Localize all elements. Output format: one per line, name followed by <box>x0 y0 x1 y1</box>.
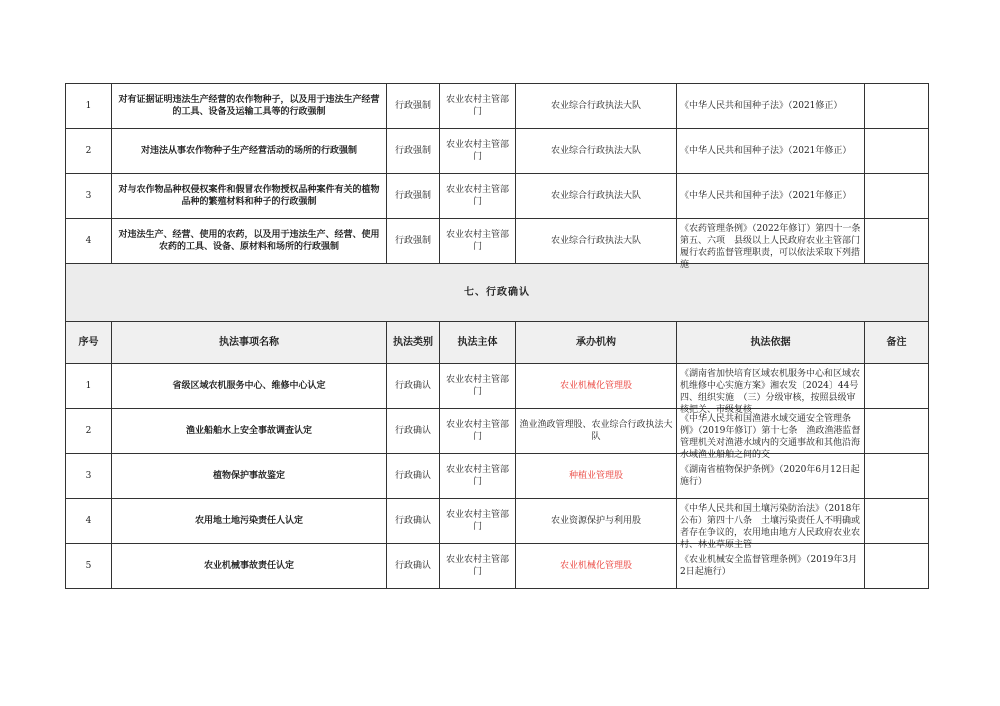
section-header <box>66 264 929 364</box>
enforcement-type: 行政强制 <box>387 219 440 264</box>
remark <box>865 84 929 129</box>
legal-basis-text: 《农药管理条例》（2022年修订）第四十一条第五、六项 县级以上人民政府农业主管部门履行农药监督管理职责，可以依法采取下列措施 <box>680 223 861 270</box>
handling-org: 农业资源保护与利用股 <box>516 499 677 544</box>
item-name: 农业机械事故责任认定 <box>112 544 387 589</box>
item-name: 农用地土地污染责任人认定 <box>112 499 387 544</box>
remark <box>865 219 929 264</box>
legal-basis-text: 《湖南省加快培育区域农机服务中心和区域农机维修中心实施方案》湘农发〔2024〕44号 四、组织实施 （三）分级审核，按照县级审核把关、市级复核 <box>680 368 868 415</box>
handling-org: 农业综合行政执法大队 <box>516 84 677 129</box>
handling-org: 农业综合行政执法大队 <box>516 219 677 264</box>
header-type: 执法类别 <box>387 322 440 364</box>
legal-basis-text: 《中华人民共和国种子法》（2021修正） <box>680 101 843 111</box>
handling-org: 农业机械化管理股 <box>516 544 677 589</box>
item-name: 渔业船舶水上安全事故调查认定 <box>112 409 387 454</box>
remark <box>865 364 929 409</box>
legal-basis <box>677 499 865 550</box>
header-no: 序号 <box>66 322 112 364</box>
enforcement-subject: 农业农村主管部门 <box>440 409 516 454</box>
remark <box>865 454 929 499</box>
enforcement-subject: 农业农村主管部门 <box>440 499 516 544</box>
item-name: 对有证据证明违法生产经营的农作物种子，以及用于违法生产经营的工具、设备及运输工具等的行政强制 <box>112 84 387 129</box>
handling-org: 农业综合行政执法大队 <box>516 129 677 174</box>
header-subject: 执法主体 <box>440 322 516 364</box>
bottom-section-body <box>66 364 929 589</box>
row-number: 1 <box>66 364 112 409</box>
table-row <box>66 364 929 409</box>
legal-basis <box>677 174 865 219</box>
remark <box>865 544 929 589</box>
legal-basis <box>677 219 865 270</box>
item-name: 省级区域农机服务中心、维修中心认定 <box>112 364 387 409</box>
enforcement-type: 行政确认 <box>387 409 440 454</box>
header-note: 备注 <box>865 322 929 364</box>
row-number: 3 <box>66 454 112 499</box>
table-row <box>66 129 929 174</box>
remark <box>865 174 929 219</box>
row-number: 1 <box>66 84 112 129</box>
legal-basis-text: 《湖南省植物保护条例》（2020年6月12日起施行） <box>680 465 860 487</box>
top-section-body <box>66 84 929 270</box>
row-number: 4 <box>66 499 112 544</box>
table-row <box>66 174 929 219</box>
row-number: 5 <box>66 544 112 589</box>
enforcement-subject: 农业农村主管部门 <box>440 544 516 589</box>
handling-org: 农业机械化管理股 <box>516 364 677 409</box>
item-name: 对违法生产、经营、使用的农药，以及用于违法生产、经营、使用农药的工具、设备、原材料和场所的行政强制 <box>112 219 387 264</box>
legal-basis-text: 《中华人民共和国种子法》（2021年修正） <box>680 191 852 201</box>
row-number: 3 <box>66 174 112 219</box>
header-basis: 执法依据 <box>677 322 865 364</box>
table-row <box>66 409 929 454</box>
table-row <box>66 544 929 589</box>
enforcement-type: 行政强制 <box>387 174 440 219</box>
enforcement-table <box>65 83 929 589</box>
legal-basis-text: 《中华人民共和国渔港水域交通安全管理条例》（2019年修订）第十七条 渔政渔港监督管理机关对渔港水域内的交通事故和其他沿海水域渔业船舶之间的交 <box>680 413 861 460</box>
item-name: 对违法从事农作物种子生产经营活动的场所的行政强制 <box>112 129 387 174</box>
handling-org: 农业综合行政执法大队 <box>516 174 677 219</box>
legal-basis-text: 《农业机械安全监督管理条例》（2019年3月2日起施行） <box>680 555 858 577</box>
enforcement-subject: 农业农村主管部门 <box>440 219 516 264</box>
enforcement-subject: 农业农村主管部门 <box>440 174 516 219</box>
legal-basis <box>677 409 865 460</box>
section-title: 七、行政确认 <box>66 264 929 322</box>
table-row <box>66 499 929 544</box>
table-row <box>66 454 929 499</box>
enforcement-subject: 农业农村主管部门 <box>440 454 516 499</box>
enforcement-type: 行政确认 <box>387 364 440 409</box>
column-header-row <box>66 322 929 364</box>
remark <box>865 129 929 174</box>
legal-basis-text: 《中华人民共和国种子法》（2021年修正） <box>680 146 852 156</box>
legal-basis <box>677 364 868 415</box>
enforcement-type: 行政强制 <box>387 84 440 129</box>
header-name: 执法事项名称 <box>112 322 387 364</box>
item-name: 植物保护事故鉴定 <box>112 454 387 499</box>
legal-basis <box>677 129 865 174</box>
remark <box>865 409 929 454</box>
remark <box>865 499 929 544</box>
table-row <box>66 84 929 129</box>
legal-basis <box>677 84 865 129</box>
enforcement-type: 行政确认 <box>387 454 440 499</box>
row-number: 2 <box>66 129 112 174</box>
enforcement-type: 行政强制 <box>387 129 440 174</box>
header-org: 承办机构 <box>516 322 677 364</box>
enforcement-type: 行政确认 <box>387 499 440 544</box>
legal-basis-text: 《中华人民共和国土壤污染防治法》（2018年公布）第四十八条 土壤污染责任人不明确或者存在争议的，农用地由地方人民政府农业农村、林业草原主管 <box>680 503 861 550</box>
enforcement-type: 行政确认 <box>387 544 440 589</box>
handling-org: 渔业渔政管理股、农业综合行政执法大队 <box>516 409 677 454</box>
row-number: 4 <box>66 219 112 264</box>
handling-org: 种植业管理股 <box>516 454 677 499</box>
enforcement-subject: 农业农村主管部门 <box>440 129 516 174</box>
table-row <box>66 219 929 264</box>
row-number: 2 <box>66 409 112 454</box>
enforcement-subject: 农业农村主管部门 <box>440 364 516 409</box>
item-name: 对与农作物品种权侵权案件和假冒农作物授权品种案件有关的植物品种的繁殖材料和种子的行政强制 <box>112 174 387 219</box>
enforcement-subject: 农业农村主管部门 <box>440 84 516 129</box>
